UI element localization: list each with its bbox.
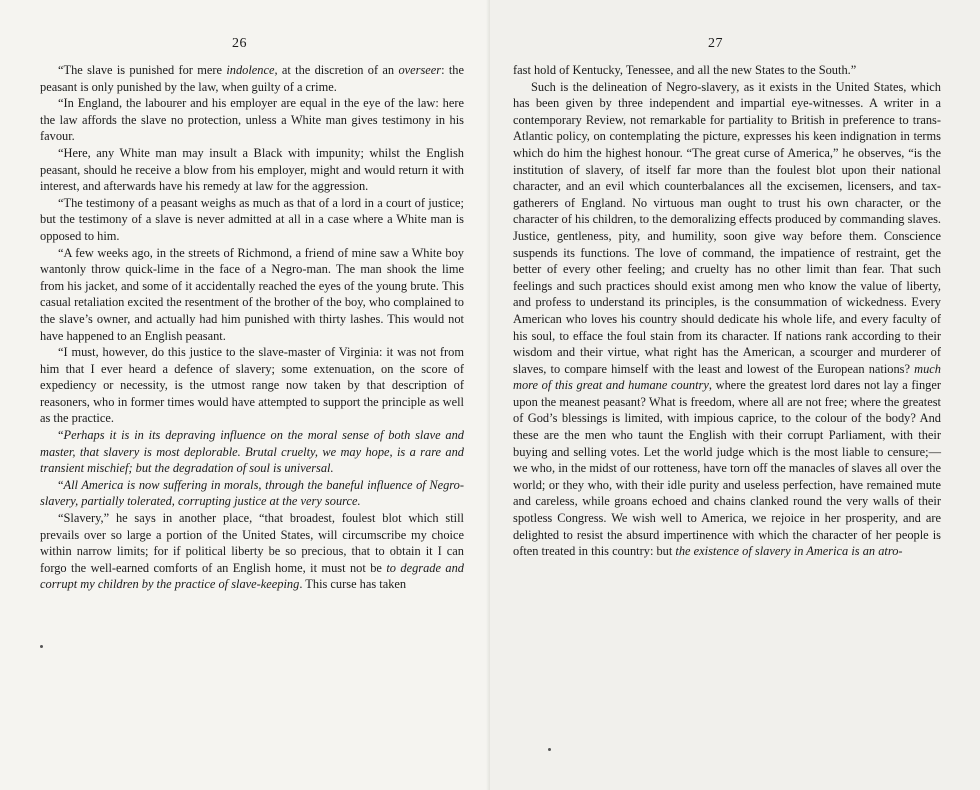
text-run: at the discretion of an — [277, 63, 399, 77]
text-run: “In England, the labourer and his employer are equal in the eye of the law: here the law affords the slave no protection, unless a White man gives testimony in his favour. — [40, 96, 464, 144]
ink-speck — [548, 748, 551, 751]
text-run: Such is the delineation of Negro-slavery, as it exists in the United States, which has been given by three independent and impartial eye-witnesses. A writer in a contemporary Review, not remarkable for partiality to British in preference to trans-Atlantic policy, on contemplating the picture, expresses his keen indignation in terms which do him the highest honour. “The great curse of America,” he observes, “is the institution of slavery, of itself far more than the foulest blot upon their national character, and an evil which counterbalances all the excisemen, licensers, and tax-gatherers of England. No virtuous man ought to trust his own character, or the character of his children, to the demoralizing effects produced by commanding slaves. Justice, gentleness, pity, and humility, soon give way before them. Conscience suspends its functions. The love of command, the impatience of restraint, get the better of every other feeling; and cruelty has no other limit than fear. That such feelings and such practices should exist among men who know the value of liberty, and profess to understand its principles, is the consummation of wickedness. Every American who loves his country should dedicate his whole life, and every faculty of his soul, to efface the foul stain from its character. If nations rank according to their wisdom and their virtue, what right has the American, a scourger and murderer of slaves, to compare himself with the least and lowest of the European nations? — [513, 79, 941, 376]
right-page-text — [513, 62, 941, 560]
text-run: “Slavery,” he says in another place, “that broadest, foulest blot which still prevails over so large a portion of the United States, will circumscribe my choice within narrow limits; for if political liberty be so precious, that to obtain it I can forgo the well-earned comforts of an English home, it must not be — [40, 511, 464, 575]
ink-speck — [40, 645, 43, 648]
paragraph — [40, 195, 464, 245]
text-run: . This curse has taken — [299, 577, 407, 592]
paragraph — [40, 427, 464, 477]
text-run: “A few weeks ago, in the streets of Richmond, a friend of mine saw a White boy wantonly throw quick-lime in the face of a Negro-man. The man shook the lime from his jacket, and some of it accidentally reached the eyes of the young brute. This casual retaliation excited the resentment of the brother of the boy, who complained to the slave’s owner, and actually had him punished with thirty lashes. This would not have happened to an English peasant. — [40, 245, 464, 343]
text-run: “ — [58, 428, 64, 443]
paragraph — [40, 477, 464, 510]
italic-text-run: All America is now suffering in morals, through the baneful influence of Negro-slavery, partially tolerated, corrupting justice at the very source. — [40, 477, 464, 509]
text-run: “I must, however, do this justice to the slave-master of Virginia: it was not from him that I ever heard a defence of slavery; some extenuation, on the score of expediency or necessity, is the utmost range now taken by that description of reasoners, who in former times would have attempted to support the principle as well as the practice. — [40, 345, 464, 426]
paragraph — [513, 79, 941, 560]
paragraph — [40, 62, 464, 95]
italic-text-run: indolence, — [226, 63, 278, 77]
left-page-number: 26 — [232, 36, 247, 51]
italic-text-run: much more of this great and humane country — [513, 361, 941, 393]
italic-text-run: overseer — [398, 63, 442, 77]
paragraph — [40, 510, 464, 593]
text-run: fast hold of Kentucky, Tenessee, and all the new States to the South.” — [513, 63, 857, 77]
text-run: , where the greatest lord dares not lay a finger upon the meanest peasant? What is freedom, where all are not free; where the greatest of God’s blessings is limited, with impious caprice, to the colour of the body? And these are the men who taunt the English with their corrupt Parliament, with their buying and selling votes. Let the world judge which is the most liable to censure;—we who, in the midst of our rotteness, have torn off the manacles of slaves all over the world; or they who, with their idle purity and useless perfection, have remained mute and careless, while groans echoed and chains clanked round the very walls of their spotless Congress. We wish well to America, we rejoice in her prosperity, and are delighted to resist the absurd impertinence with which the character of her people is often treated in this country: but — [513, 378, 941, 559]
text-run: “The testimony of a peasant weighs as much as that of a lord in a court of justice; but the testimony of a slave is never admitted at all in a case where a White man is opposed to him. — [40, 195, 464, 243]
italic-text-run: Perhaps it is in its depraving influence on the moral sense of both slave and master, that slavery is most deplorable. Brutal cruelty, we may hope, is a rare and transient mischief; but the degradation of soul is universal. — [40, 428, 464, 476]
text-run: : the peasant is only punished by the law, when guilty of a crime. — [40, 63, 465, 94]
paragraph — [40, 344, 464, 427]
paragraph — [513, 62, 941, 79]
paragraph — [40, 95, 464, 145]
paragraph — [40, 245, 464, 345]
right-page — [490, 0, 980, 790]
text-run: “Here, any White man may insult a Black with impunity; whilst the English peasant, should he receive a blow from his employer, might and would return it with interest, and afterwards have his remedy at law for the aggression. — [40, 145, 464, 194]
right-page-number: 27 — [708, 36, 723, 51]
paragraph — [40, 145, 464, 195]
text-run: “The slave is punished for mere — [58, 63, 227, 77]
left-page-text — [40, 62, 464, 593]
italic-text-run: to degrade and corrupt my children by the practice of slave-keeping — [40, 560, 464, 592]
italic-text-run: the existence of slavery in America is an atro- — [675, 544, 903, 559]
text-run: “ — [58, 477, 64, 492]
